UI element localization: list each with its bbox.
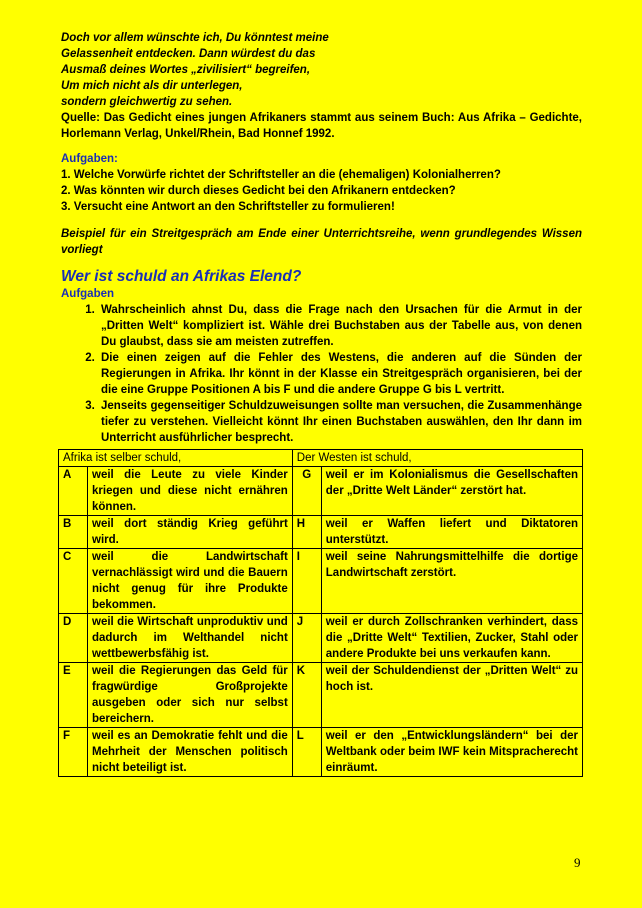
row-letter: K bbox=[292, 663, 321, 728]
row-letter: A bbox=[59, 467, 88, 516]
poem-line: Ausmaß deines Wortes „zivilisiert“ begreifen, bbox=[61, 64, 311, 76]
row-text: weil es an Demokratie fehlt und die Mehrheit der Menschen politisch nicht beteiligt ist. bbox=[88, 728, 293, 777]
row-text: weil er durch Zollschranken verhindert, dass die „Dritte Welt“ Textilien, Zucker, Stahl oder andere Produkte bei uns verkaufen kann. bbox=[321, 614, 582, 663]
row-letter: C bbox=[59, 549, 88, 614]
row-text: weil die Leute zu viele Kinder kriegen und diese nicht ernähren können. bbox=[88, 467, 293, 516]
row-letter: E bbox=[59, 663, 88, 728]
table-header-row bbox=[59, 450, 583, 467]
blame-table bbox=[58, 449, 583, 777]
row-letter: D bbox=[59, 614, 88, 663]
task-list bbox=[61, 167, 582, 215]
row-text: weil der Schuldendienst der „Dritten Welt“ zu hoch ist. bbox=[321, 663, 582, 728]
header-africa: Afrika ist selber schuld, bbox=[59, 450, 293, 467]
header-west: Der Westen ist schuld, bbox=[292, 450, 582, 467]
numbered-task-item: 2. Die einen zeigen auf die Fehler des Westens, die anderen auf die Sünden der Regierungen in Afrika. Ihr könnt in der Klasse ein Streitgespräch organisieren, bei der die eine Gruppe Positionen A bis F und die andere Gruppe G bis L vertritt. bbox=[98, 350, 582, 398]
row-text: weil die Wirtschaft unproduktiv und dadurch im Welthandel nicht wettbewerbsfähig ist. bbox=[88, 614, 293, 663]
task-item: 2. Was könnten wir durch dieses Gedicht bei den Afrikanern entdecken? bbox=[61, 185, 456, 197]
source-citation: Quelle: Das Gedicht eines jungen Afrikaners stammt aus seinem Buch: Aus Afrika – Gedichte, Horlemann Verlag, Unkel/Rhein, Bad Honnef 1992. bbox=[61, 112, 582, 140]
row-letter: H bbox=[292, 516, 321, 549]
row-text: weil die Regierungen das Geld für fragwürdige Großprojekte ausgeben oder sich nur selbst bereichern. bbox=[88, 663, 293, 728]
poem-line: sondern gleichwertig zu sehen. bbox=[61, 96, 233, 108]
document-page bbox=[61, 30, 582, 777]
row-letter: F bbox=[59, 728, 88, 777]
table-row bbox=[59, 516, 583, 549]
row-letter: J bbox=[292, 614, 321, 663]
row-text: weil er im Kolonialismus die Gesellschaften der „Dritte Welt Länder“ zerstört hat. bbox=[321, 467, 582, 516]
row-text: weil er Waffen liefert und Diktatoren unterstützt. bbox=[321, 516, 582, 549]
poem-line: Gelassenheit entdecken. Dann würdest du das bbox=[61, 48, 316, 60]
poem-line: Doch vor allem wünschte ich, Du könntest meine bbox=[61, 32, 329, 44]
table-row bbox=[59, 728, 583, 777]
task-item: 1. Welche Vorwürfe richtet der Schriftsteller an die (ehemaligen) Kolonialherren? bbox=[61, 169, 501, 181]
example-note: Beispiel für ein Streitgespräch am Ende einer Unterrichtsreihe, wenn grundlegendes Wissen vorliegt bbox=[61, 228, 582, 256]
row-letter: B bbox=[59, 516, 88, 549]
tasks-heading: Aufgaben: bbox=[61, 153, 118, 165]
row-letter: I bbox=[292, 549, 321, 614]
row-text: weil die Landwirtschaft vernachlässigt wird und die Bauern nicht genug für ihre Produkte bekommen. bbox=[88, 549, 293, 614]
table-row bbox=[59, 549, 583, 614]
section-heading: Wer ist schuld an Afrikas Elend? bbox=[61, 268, 302, 285]
row-letter: G bbox=[292, 467, 321, 516]
task-item: 3. Versucht eine Antwort an den Schriftsteller zu formulieren! bbox=[61, 201, 395, 213]
poem bbox=[61, 30, 582, 110]
poem-line: Um mich nicht als dir unterlegen, bbox=[61, 80, 243, 92]
row-letter: L bbox=[292, 728, 321, 777]
numbered-task-list bbox=[61, 302, 582, 446]
numbered-task-item: 1. Wahrscheinlich ahnst Du, dass die Frage nach den Ursachen für die Armut in der „Dritten Welt“ kompliziert ist. Wähle drei Buchstaben aus der Tabelle aus, von denen Du glaubst, dass sie am meisten zutreffen. bbox=[98, 302, 582, 350]
tasks-heading-2: Aufgaben bbox=[61, 288, 115, 300]
row-text: weil seine Nahrungsmittelhilfe die dortige Landwirtschaft zerstört. bbox=[321, 549, 582, 614]
table-row bbox=[59, 467, 583, 516]
row-text: weil dort ständig Krieg geführt wird. bbox=[88, 516, 293, 549]
row-text: weil er den „Entwicklungsländern“ bei der Weltbank oder beim IWF kein Mitspracherecht einräumt. bbox=[321, 728, 582, 777]
table-row bbox=[59, 663, 583, 728]
numbered-task-item: 3. Jenseits gegenseitiger Schuldzuweisungen sollte man versuchen, die Zusammenhänge tiefer zu verstehen. Vielleicht könnt Ihr einen Buchstaben auswählen, den Ihr dann im Unterricht ausführlicher besprecht. bbox=[98, 398, 582, 446]
page-number: 9 bbox=[574, 855, 581, 870]
table-row bbox=[59, 614, 583, 663]
